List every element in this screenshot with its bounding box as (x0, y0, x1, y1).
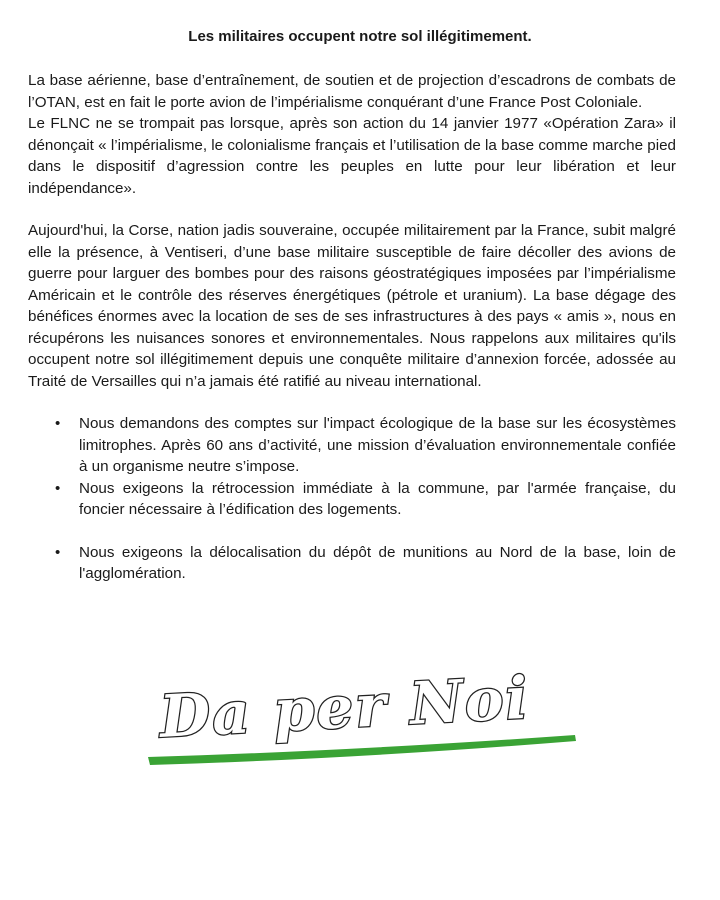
list-item-text: Nous exigeons la rétrocession immédiate à la commune, par l'armée française, du foncier nécessaire à l’édification des logements. (79, 479, 676, 518)
logo-text: Da per Noi (158, 663, 532, 751)
list-item (28, 542, 676, 585)
list-item-text: Nous demandons des comptes sur l'impact écologique de la base sur les écosystèmes limitrophes. Après 60 ans d’activité, une mission d’évaluation environnementale confiée à un organisme neutre s’impose. (79, 415, 676, 475)
bullet-icon: • (55, 543, 61, 561)
document-body (28, 70, 676, 585)
bullet-icon: • (55, 479, 61, 497)
list-item (28, 478, 676, 521)
paragraph-3: Aujourd'hui, la Corse, nation jadis souveraine, occupée militairement par la France, subit malgré elle la présence, à Ventiseri, d’une base militaire susceptible de faire décoller des avions de guerre pour larguer des bombes pour des raisons géostratégiques imposées par l’impérialisme Américain et le contrôle des réserves énergétiques (pétrole et uranium). La base dégage des bénéfices énormes avec la location de ses de ses infrastructures à des pays « amis », nous en récupérons les nuisances sonores et environnementales. Nous rappelons aux militaires qu'ils occupent notre sol illégitimement depuis une conquête militaire d’annexion forcée, adossée au Traité de Versailles qui n’a jamais été ratifié au niveau international. (28, 222, 676, 390)
list-item-text: Nous exigeons la délocalisation du dépôt de munitions au Nord de la base, loin de l'agglomération. (79, 543, 676, 582)
paragraph-2: Le FLNC ne se trompait pas lorsque, après son action du 14 janvier 1977 «Opération Zara» il dénonçait « l’impérialisme, le colonialisme français et l’utilisation de la base comme marche pied dans le dispositif d’agression contre les peuples en lutte pour leur libération et leur indépendance». (28, 115, 676, 197)
demands-list (28, 413, 676, 585)
da-per-noi-logo (120, 655, 590, 795)
document-title: Les militaires occupent notre sol illégitimement. (188, 28, 532, 45)
bullet-icon: • (55, 415, 61, 432)
paragraph-1: La base aérienne, base d’entraînement, de soutien et de projection d’escadrons de combats de l’OTAN, est en fait le porte avion de l’impérialisme conquérant d’une France Post Coloniale. (28, 72, 676, 111)
list-item (28, 413, 676, 478)
